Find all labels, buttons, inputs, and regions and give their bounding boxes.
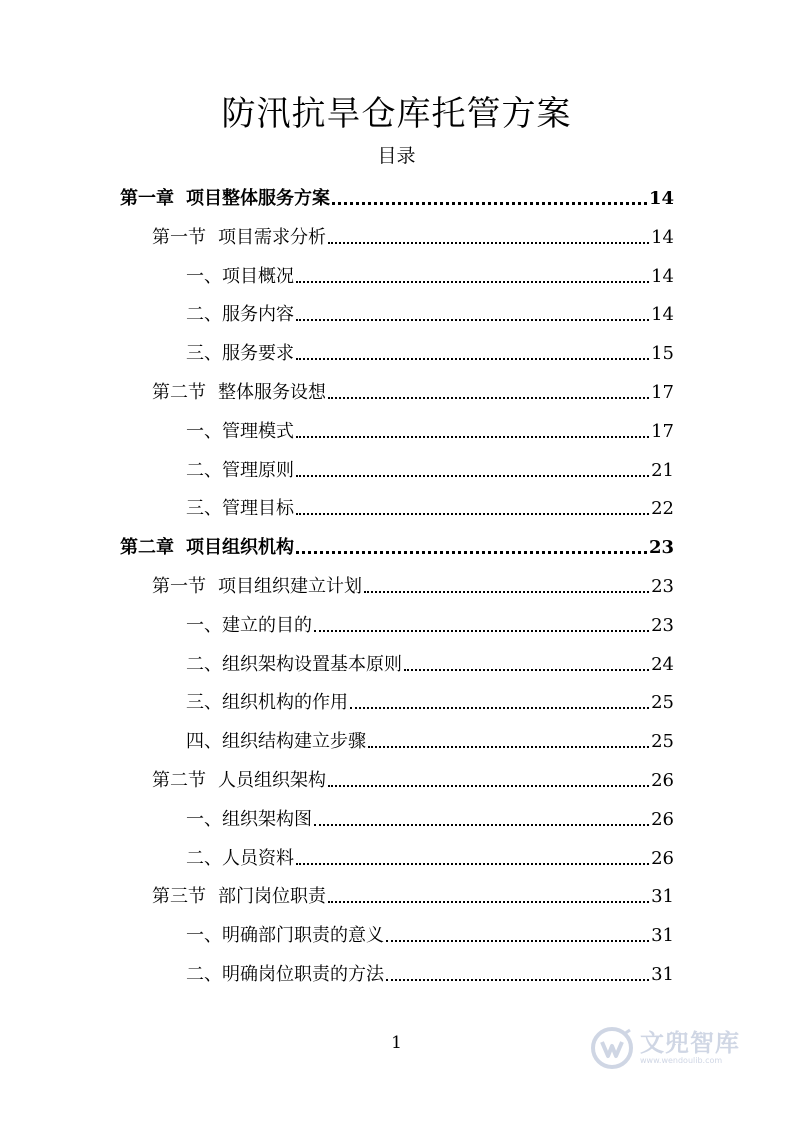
toc-entry-number: 三、	[186, 498, 222, 520]
wendou-logo-icon	[590, 1026, 634, 1070]
toc-entry-label	[186, 421, 294, 443]
toc-entry[interactable]	[186, 723, 674, 753]
toc-entry-text: 项目概况	[222, 265, 294, 287]
toc-leader-dots	[314, 630, 649, 632]
toc-entry-text: 建立的目的	[222, 614, 312, 636]
toc-leader-dots	[296, 475, 649, 477]
toc-entry[interactable]	[186, 684, 674, 714]
toc-leader-dots	[386, 979, 649, 981]
toc-entry-text: 组织架构图	[222, 808, 312, 830]
toc-entry-text: 项目需求分析	[218, 226, 326, 248]
toc-entry[interactable]	[186, 801, 674, 831]
toc-entry-text: 管理模式	[222, 420, 294, 442]
toc-entry[interactable]	[186, 258, 674, 288]
toc-entry[interactable]	[186, 413, 674, 443]
watermark-name: 文兜智库	[640, 1029, 740, 1057]
toc-entry-page: 17	[651, 420, 674, 442]
toc-leader-dots	[386, 940, 649, 942]
toc-entry[interactable]	[152, 219, 674, 249]
toc-entry-number: 一、	[186, 265, 222, 287]
toc-entry-page: 22	[651, 498, 674, 520]
toc-entry[interactable]	[120, 529, 674, 559]
toc-entry-text: 明确岗位职责的方法	[222, 964, 384, 985]
page-number: 1	[391, 1033, 402, 1053]
toc-entry-number: 第二章	[120, 537, 174, 559]
toc-entry-page: 14	[648, 188, 674, 209]
toc-entry-number: 四、	[186, 731, 222, 753]
toc-entry-number: 第一章	[120, 188, 174, 209]
toc-entry-number: 三、	[186, 692, 222, 714]
toc-entry[interactable]	[152, 762, 674, 792]
toc-entry-label	[186, 304, 294, 326]
toc-entry-text: 组织架构设置基本原则	[222, 653, 402, 675]
toc-entry-label	[152, 576, 362, 598]
toc-entry-label	[152, 382, 326, 404]
toc-entry-number: 一、	[186, 808, 222, 830]
toc-entry-number: 二、	[186, 964, 222, 985]
toc-leader-dots	[296, 513, 649, 515]
toc-entry-number: 一、	[186, 420, 222, 442]
toc-entry-label	[186, 460, 294, 482]
toc-entry-text: 人员组织架构	[218, 770, 326, 791]
toc-entry-number: 第一节	[152, 226, 206, 248]
toc-entry-label	[152, 770, 326, 792]
toc-entry-page: 25	[651, 692, 674, 714]
toc-entry-number: 第二节	[152, 770, 206, 791]
toc-entry-page: 17	[651, 382, 674, 403]
toc-leader-dots	[314, 824, 649, 826]
toc-entry-page: 26	[651, 808, 674, 830]
toc-entry-number: 二、	[186, 304, 222, 326]
toc-entry-text: 项目组织机构	[186, 537, 294, 559]
toc-leader-dots	[350, 707, 649, 709]
toc-entry-number: 二、	[186, 653, 222, 675]
toc-entry-page: 31	[651, 886, 674, 908]
toc-entry-text: 整体服务设想	[218, 382, 326, 403]
toc-entry[interactable]	[120, 180, 674, 210]
toc-leader-dots	[364, 591, 649, 593]
toc-entry-page: 31	[651, 964, 674, 985]
toc-heading: 目录	[377, 145, 416, 167]
toc-entry-page: 31	[651, 925, 674, 947]
toc-entry-page: 14	[651, 265, 674, 287]
toc-entry-text: 组织机构的作用	[222, 692, 348, 714]
toc-entry-page: 14	[651, 304, 674, 326]
toc-entry[interactable]	[152, 878, 674, 908]
toc-entry[interactable]	[152, 568, 674, 598]
toc-entry-text: 项目组织建立计划	[218, 576, 362, 597]
toc-leader-dots	[296, 358, 649, 360]
toc-leader-dots	[332, 202, 647, 205]
toc-entry[interactable]	[186, 917, 674, 947]
toc-entry-text: 管理目标	[222, 498, 294, 520]
toc-entry-text: 人员资料	[222, 847, 294, 869]
toc-entry-text: 服务内容	[222, 304, 294, 326]
toc-entry-page: 14	[651, 226, 674, 248]
toc-leader-dots	[296, 436, 649, 438]
toc-entry-page: 15	[651, 343, 674, 365]
toc-entry[interactable]	[186, 646, 674, 676]
toc-entry[interactable]	[186, 335, 674, 365]
toc-leader-dots	[368, 746, 649, 748]
toc-entry-label	[186, 809, 312, 831]
toc-entry-page: 23	[651, 614, 674, 636]
toc-entry-number: 第一节	[152, 576, 206, 597]
watermark	[590, 1020, 760, 1076]
toc-entry[interactable]	[186, 490, 674, 520]
toc-entry-page: 23	[651, 576, 674, 597]
toc-entry-label	[186, 266, 294, 288]
toc-entry-number: 二、	[186, 459, 222, 481]
toc-entry-number: 三、	[186, 343, 222, 365]
toc-entry-label	[186, 498, 294, 520]
toc-leader-dots	[404, 669, 649, 671]
toc-leader-dots	[328, 242, 649, 244]
toc-leader-dots	[296, 319, 649, 321]
toc-entry-label	[152, 886, 326, 908]
toc-entry-page: 23	[648, 537, 674, 559]
toc-entry-number: 第三节	[152, 886, 206, 908]
toc-entry[interactable]	[152, 374, 674, 404]
toc-entry-label	[186, 343, 294, 365]
toc-entry[interactable]	[186, 452, 674, 482]
toc-entry-text: 部门岗位职责	[218, 886, 326, 908]
toc-entry-label	[186, 925, 384, 947]
toc-leader-dots	[328, 785, 649, 787]
toc-entry-label	[120, 188, 330, 210]
toc-entry-page: 25	[651, 731, 674, 753]
toc-entry-page: 26	[651, 770, 674, 791]
toc-entry[interactable]	[186, 840, 674, 870]
toc-entry-label	[186, 848, 294, 870]
toc-entry[interactable]	[186, 607, 674, 637]
toc-entry-text: 项目整体服务方案	[186, 188, 330, 209]
toc-entry[interactable]	[186, 956, 674, 986]
toc-entry-text: 服务要求	[222, 343, 294, 365]
toc-entry-number: 第二节	[152, 382, 206, 403]
toc-entry-label	[152, 227, 326, 249]
toc-entry-number: 二、	[186, 847, 222, 869]
toc-entry-page: 24	[651, 653, 674, 675]
toc-entry-label	[186, 731, 366, 753]
toc-leader-dots	[328, 901, 649, 903]
toc-entry-number: 一、	[186, 614, 222, 636]
toc-entry-text: 组织结构建立步骤	[222, 731, 366, 753]
toc-entry-label	[120, 537, 294, 559]
toc-leader-dots	[296, 551, 647, 554]
toc-entry-text: 管理原则	[222, 459, 294, 481]
toc-entry-label	[186, 654, 402, 676]
toc-entry-label	[186, 692, 348, 714]
toc-entry-number: 一、	[186, 925, 222, 947]
toc-entry-text: 明确部门职责的意义	[222, 925, 384, 947]
toc-entry-page: 21	[651, 459, 674, 481]
toc-leader-dots	[296, 863, 649, 865]
toc-entry[interactable]	[186, 296, 674, 326]
document-title: 防汛抗旱仓库托管方案	[221, 94, 572, 134]
toc-leader-dots	[296, 281, 649, 283]
toc-entry-page: 26	[651, 847, 674, 869]
toc-entry-label	[186, 615, 312, 637]
toc-leader-dots	[328, 397, 649, 399]
watermark-url: www.wendoulib.com	[640, 1056, 723, 1065]
toc-entry-label	[186, 964, 384, 986]
